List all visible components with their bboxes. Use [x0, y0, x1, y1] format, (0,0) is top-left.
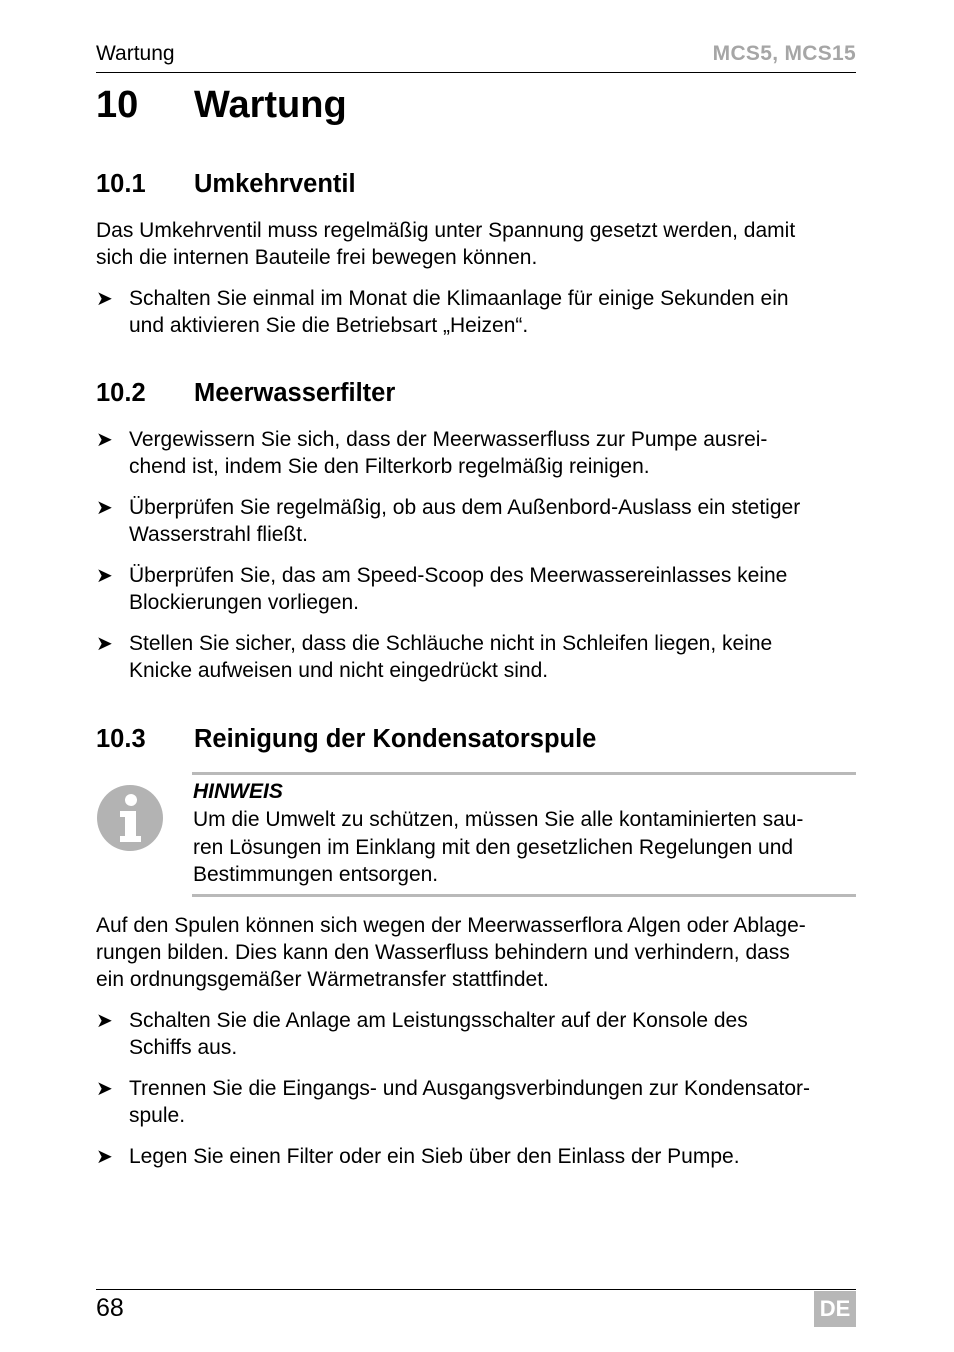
list-item-line: spule.	[129, 1104, 186, 1127]
paragraph-line: Das Umkehrventil muss regelmäßig unter Spannung gesetzt werden, damit	[96, 219, 796, 242]
list-item-line: Legen Sie einen Filter oder ein Sieb über den Einlass der Pumpe.	[129, 1145, 740, 1168]
paragraph-line: rungen bilden. Dies kann den Wasserfluss behindern und verhindern, dass	[96, 941, 790, 964]
paragraph-line: Auf den Spulen können sich wegen der Meerwasserflora Algen oder Ablage-	[96, 914, 806, 937]
list-item	[96, 630, 862, 684]
arrow-bullet-icon: ➤	[96, 565, 113, 587]
paragraph-umkehrventil	[96, 217, 862, 271]
list-item	[96, 1007, 862, 1061]
list-item-line: Schalten Sie einmal im Monat die Klimaanlage für einige Sekunden ein	[129, 287, 789, 310]
paragraph-line: ein ordnungsgemäßer Wärmetransfer stattfindet.	[96, 968, 549, 991]
arrow-bullet-icon: ➤	[96, 288, 113, 310]
note-line: ren Lösungen im Einklang mit den gesetzlichen Regelungen und	[193, 835, 794, 859]
list-item	[96, 426, 862, 480]
section-number: 10.1	[96, 170, 146, 198]
list-item-line: Schalten Sie die Anlage am Leistungsschalter auf der Konsole des	[129, 1009, 748, 1032]
footer-rule	[96, 1289, 856, 1290]
list-item	[96, 285, 862, 339]
list-item	[96, 1143, 862, 1170]
list-item-line: Stellen Sie sicher, dass die Schläuche nicht in Schleifen liegen, keine	[129, 632, 773, 655]
list-item	[96, 1075, 862, 1129]
note-line: Bestimmungen entsorgen.	[193, 863, 439, 886]
list-item-line: Trennen Sie die Eingangs- und Ausgangsverbindungen zur Kondensator-	[129, 1077, 811, 1100]
arrow-bullet-icon: ➤	[96, 1010, 113, 1032]
note-title: HINWEIS	[193, 780, 283, 803]
section-title: Reinigung der Kondensatorspule	[194, 725, 597, 753]
arrow-bullet-icon: ➤	[96, 429, 113, 451]
running-header-section: Wartung	[96, 42, 175, 65]
list-item-line: chend ist, indem Sie den Filterkorb regelmäßig reinigen.	[129, 455, 650, 478]
list-item-line: Überprüfen Sie, das am Speed-Scoop des Meerwassereinlasses keine	[129, 564, 788, 587]
arrow-bullet-icon: ➤	[96, 633, 113, 655]
list-item-line: Schiffs aus.	[129, 1036, 238, 1059]
note-line: Um die Umwelt zu schützen, müssen Sie alle kontaminierten sau-	[193, 808, 804, 831]
list-item-line: und aktivieren Sie die Betriebsart „Heizen“.	[129, 314, 529, 337]
list-item	[96, 562, 862, 616]
list-item-line: Knicke aufweisen und nicht eingedrückt sind.	[129, 659, 549, 682]
list-item-line: Überprüfen Sie regelmäßig, ob aus dem Außenbord-Auslass ein stetiger	[129, 496, 801, 519]
running-header-models: MCS5, MCS15	[712, 42, 856, 65]
note-body	[193, 806, 859, 889]
section-title: Umkehrventil	[194, 170, 356, 198]
paragraph-line: sich die internen Bauteile frei bewegen können.	[96, 246, 538, 269]
note-top-rule	[192, 772, 856, 775]
language-badge: DE	[814, 1291, 856, 1327]
arrow-bullet-icon: ➤	[96, 497, 113, 519]
list-item-line: Wasserstrahl fließt.	[129, 523, 308, 546]
chapter-title: Wartung	[194, 84, 347, 126]
page-number: 68	[96, 1294, 124, 1322]
list-item-line: Blockierungen vorliegen.	[129, 591, 359, 614]
header-rule	[96, 72, 856, 73]
paragraph-kondensatorspule	[96, 912, 862, 993]
arrow-bullet-icon: ➤	[96, 1078, 113, 1100]
arrow-bullet-icon: ➤	[96, 1146, 113, 1168]
section-number: 10.3	[96, 725, 146, 753]
list-item	[96, 494, 862, 548]
section-title: Meerwasserfilter	[194, 379, 396, 407]
section-number: 10.2	[96, 379, 146, 407]
note-bottom-rule	[192, 894, 856, 897]
info-icon	[96, 784, 164, 852]
chapter-number: 10	[96, 84, 139, 126]
list-item-line: Vergewissern Sie sich, dass der Meerwasserfluss zur Pumpe ausrei-	[129, 428, 768, 451]
